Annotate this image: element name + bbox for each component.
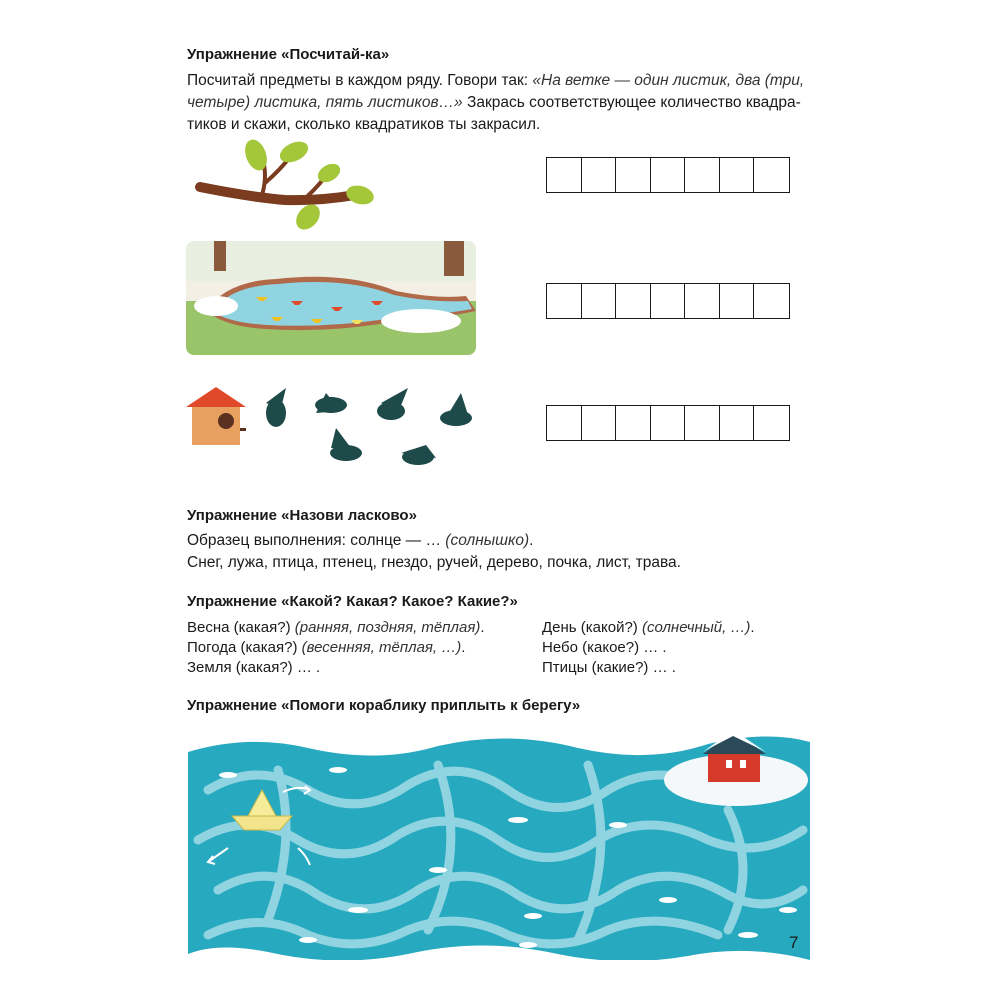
count-square[interactable]	[720, 406, 755, 440]
exercise1-title: Упражнение «Посчитай-ка»	[187, 46, 390, 63]
count-square[interactable]	[685, 284, 720, 318]
count-square[interactable]	[616, 158, 651, 192]
instr-italic: четыре) листика, пять листиков…»	[187, 94, 463, 111]
count-square[interactable]	[720, 284, 755, 318]
question-line	[187, 638, 485, 658]
exercise2-words: Снег, лужа, птица, птенец, гнездо, ручей, дерево, почка, лист, трава.	[187, 554, 681, 571]
exercise2-sample	[187, 530, 533, 552]
instr-italic: «На ветке — один листик, два (три,	[532, 72, 805, 89]
count-square[interactable]	[582, 406, 617, 440]
sample-text: .	[529, 532, 534, 549]
count-square[interactable]	[720, 158, 755, 192]
question-line	[542, 658, 755, 678]
question-text: Небо (какое?) … .	[542, 639, 667, 656]
count-square[interactable]	[616, 284, 651, 318]
count-squares-row-3	[546, 405, 790, 441]
count-square[interactable]	[651, 284, 686, 318]
exercise1-instructions	[187, 70, 827, 136]
question-text: .	[480, 619, 485, 636]
count-square[interactable]	[651, 158, 686, 192]
question-text: День (какой?)	[542, 619, 642, 636]
count-square[interactable]	[616, 406, 651, 440]
exercise3-right-column	[542, 618, 755, 678]
exercise2-title: Упражнение «Назови ласково»	[187, 507, 417, 524]
question-text: Птицы (какие?) … .	[542, 659, 676, 676]
instr-text: тиков и скажи, сколько квадратиков ты закрасил.	[187, 116, 541, 133]
question-text: .	[750, 619, 755, 636]
question-line	[187, 618, 485, 638]
count-square[interactable]	[582, 158, 617, 192]
question-hint: (ранняя, поздняя, тёплая)	[294, 619, 481, 636]
sample-text: Образец выполнения: солнце — …	[187, 532, 446, 549]
count-squares-row-1	[546, 157, 790, 193]
count-square[interactable]	[547, 284, 582, 318]
question-hint: (солнечный, …)	[641, 619, 751, 636]
question-text: Погода (какая?)	[187, 639, 302, 656]
birdhouse-and-birds-illustration	[186, 383, 486, 478]
question-text: Земля (какая?) … .	[187, 659, 321, 676]
question-line	[187, 658, 485, 678]
exercise3-title: Упражнение «Какой? Какая? Какое? Какие?»	[187, 593, 518, 610]
count-square[interactable]	[582, 284, 617, 318]
count-square[interactable]	[754, 158, 789, 192]
river-maze-illustration[interactable]	[188, 730, 810, 960]
stream-with-boats-illustration	[186, 241, 476, 355]
count-square[interactable]	[754, 284, 789, 318]
count-square[interactable]	[685, 158, 720, 192]
question-hint: (весенняя, тёплая, …)	[301, 639, 462, 656]
question-text: .	[461, 639, 466, 656]
count-square[interactable]	[547, 158, 582, 192]
count-square[interactable]	[651, 406, 686, 440]
page-number: 7	[789, 933, 799, 952]
count-squares-row-2	[546, 283, 790, 319]
instr-text: Закрась соответствующее количество квадра-	[462, 94, 801, 111]
question-line	[542, 638, 755, 658]
sample-italic: (солнышко)	[445, 532, 530, 549]
branch-with-leaves-illustration	[190, 135, 380, 240]
question-text: Весна (какая?)	[187, 619, 295, 636]
question-line	[542, 618, 755, 638]
count-square[interactable]	[547, 406, 582, 440]
exercise4-title: Упражнение «Помоги кораблику приплыть к берегу»	[187, 697, 581, 714]
count-square[interactable]	[685, 406, 720, 440]
instr-text: Посчитай предметы в каждом ряду. Говори так:	[187, 72, 533, 89]
exercise3-left-column	[187, 618, 485, 678]
count-square[interactable]	[754, 406, 789, 440]
